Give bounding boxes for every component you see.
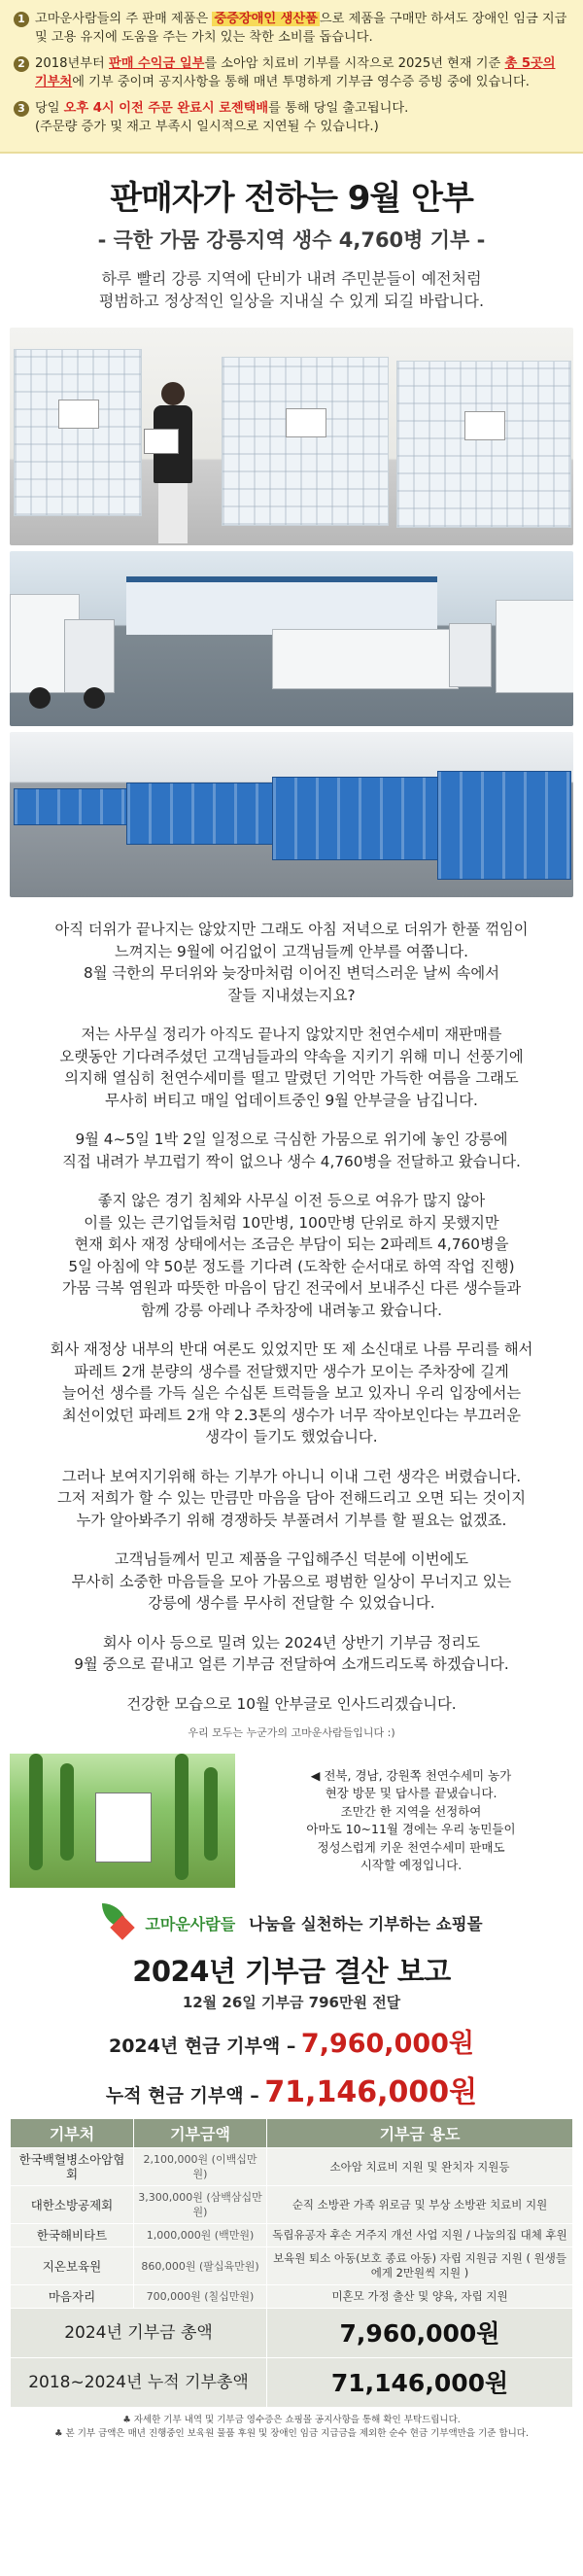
table-row: 한국해비타트 1,000,000원 (백만원) 독립유공자 후손 거주지 개선 사업 지원 / 나눔의집 대체 후원	[11, 2224, 573, 2247]
body-paragraph-5: 회사 재정상 내부의 반대 여론도 있었지만 또 제 소신대로 나름 무리를 해서 파레트 2개 분량의 생수를 전달했지만 생수가 모이는 주차장에 길게 늘어선 생수를 가득 실은 수십톤 트럭들을 보고 있자니 우리 입장에서는 최선이었던 파레트 2개 약 2.3톤의 생수가 너무 작아보인다는 부끄러운 생각이 들기도 했었습니다.	[50, 1340, 533, 1445]
table-row: 지온보육원 860,000원 (팔십육만원) 보육원 퇴소 아동(보호 종료 아동) 자립 지원금 지원 ( 원생들에게 2만원씩 지원 )	[11, 2247, 573, 2285]
table-header-row: 기부처 기부금액 기부금 용도	[11, 2119, 573, 2148]
farm-text: ◀ 전북, 경남, 강원쪽 천연수세미 농가 현장 방문 및 답사를 끝냈습니다. 조만간 한 지역을 선정하여 아마도 10~11월 경에는 우리 농민들이 정성스럽게 키운 천연수세미 판매도 시작할 예정입니다.	[306, 1767, 516, 1872]
brand-logo: 고마운사람들	[100, 1901, 235, 1944]
body-paragraph-8: 회사 이사 등으로 밀려 있는 2024년 상반기 기부금 정리도 9월 중으로 끝내고 얼른 기부금 전달하여 소개드리도록 하겠습니다.	[74, 1633, 509, 1673]
intro-text: 하루 빨리 강릉 지역에 단비가 내려 주민분들이 예전처럼 평범하고 정상적인 일상을 지내실 수 있게 되길 바랍니다.	[98, 269, 485, 310]
body-paragraph-2: 저는 사무실 정리가 아직도 끝나지 않았지만 천연수세미 재판매를 오랫동안 기다려주셨던 고객님들과의 약속을 지키기 위해 미니 선풍기에 의지해 열심히 천연수세미를 떨고 말렸던 기억만 가득한 여름을 그래도 무사히 버티고 매일 업데이트중인 9월 안부글을 남깁니다.	[59, 1026, 524, 1109]
table-row: 대한소방공제회 3,300,000원 (삼백삼십만원) 순직 소방관 가족 위로금 및 부상 소방관 치료비 지원	[11, 2186, 573, 2224]
number-badge: 3	[14, 101, 29, 117]
page-subtitle: - 극한 가뭄 강릉지역 생수 4,760병 기부 -	[97, 228, 486, 252]
notice-item-2: 2 2018년부터 판매 수익금 일부를 소아암 치료비 기부를 시작으로 2025년 현재 기준 총 5곳의 기부처에 기부 중이며 공지사항을 통해 매년 투명하게 기부금 영수증 증빙 중에 있습니다.	[14, 54, 569, 91]
body-paragraph-7: 고객님들께서 믿고 제품을 구입해주신 덕분에 이번에도 무사히 소중한 마음들을 모아 가뭄으로 평범한 일상이 무너지고 있는 강릉에 생수를 무사히 전달할 수 있었습니다.	[71, 1550, 512, 1612]
water-pallet	[222, 357, 389, 526]
total-cumulative-row: 2018~2024년 누적 기부총액 71,146,000원	[11, 2358, 573, 2408]
notice-box	[0, 0, 583, 154]
held-card	[95, 1793, 152, 1862]
total-2024-row: 2024년 기부금 총액 7,960,000원	[11, 2309, 573, 2358]
farm-section	[10, 1754, 573, 1888]
water-pallet	[396, 361, 571, 528]
signature: 우리 모두는 누군가의 고마운사람들입니다 :)	[188, 1726, 395, 1739]
table-row: 마음자리 700,000원 (칠십만원) 미혼모 가정 출산 및 양육, 자립 지원	[11, 2285, 573, 2309]
report-title: 2024년 기부금 결산 보고	[132, 1955, 451, 1988]
body-paragraph-4: 좋지 않은 경기 침체와 사무실 이전 등으로 여유가 많지 않아 이를 있는 큰기업들처럼 10만병, 100만병 단위로 하지 못했지만 현재 회사 재정 상태에서는 조금은 부담이 되는 2파레트 4,760병을 5일 아침에 약 50분 정도를 기다려 (도착한 순서대로 하역 작업 진행) 가뭄 극복 염원과 따뜻한 마음이 담긴 전국에서 보내주신 다른 생수들과 함께 강릉 아레나 주차장에 내려놓고 왔습니다.	[61, 1192, 522, 1319]
body-paragraph-1: 아직 더위가 끝나지는 않았지만 그래도 아침 저녁으로 더위가 한풀 꺾임이 느껴지는 9월에 어김없이 고객님들께 안부를 여쭙니다. 8월 극한의 무더위와 늦장마처럼 이어진 변덕스러운 날씨 속에서 잘들 지내셨는지요?	[54, 921, 529, 1004]
cash-donation-line: 2024년 현금 기부액 – 7,960,000원	[108, 2029, 475, 2059]
page-title: 판매자가 전하는 9월 안부	[110, 179, 473, 218]
body-paragraph-9: 건강한 모습으로 10월 안부글로 인사드리겠습니다.	[126, 1694, 457, 1713]
person-figure	[154, 382, 192, 543]
heart-leaf-icon	[100, 1901, 143, 1944]
photo-trucks-arena	[10, 551, 573, 726]
notice-item-1: 1 고마운사람들의 주 판매 제품은 중증장애인 생산품 으로 제품을 구매만 하셔도 장애인 임금 지급 및 고용 유지에 도움을 주는 가치 있는 착한 소비를 돕습니다.	[14, 10, 569, 47]
body-paragraph-3: 9월 4~5일 1박 2일 일정으로 극심한 가뭄으로 위기에 놓인 강릉에 직접 내려가 부끄럽기 짝이 없으나 생수 4,760병을 전달하고 왔습니다.	[62, 1131, 521, 1170]
number-badge: 2	[14, 56, 29, 72]
cumulative-donation-line: 누적 현금 기부액 – 71,146,000원	[105, 2075, 478, 2109]
report-logo-row	[0, 1901, 583, 1944]
photo-blue-drums	[10, 732, 573, 897]
donation-table	[10, 2118, 573, 2408]
report-subtitle: 12월 26일 기부금 796만원 전달	[182, 1994, 401, 2011]
arena-building	[126, 576, 437, 635]
notice-item-3: 3 당일 오후 4시 이전 주문 완료시 로젠택배를 통해 당일 출고됩니다. (주문량 증가 및 재고 부족시 일시적으로 지연될 수 있습니다.)	[14, 99, 569, 136]
slogan: 나눔을 실천하는 기부하는 쇼핑몰	[249, 1915, 483, 1933]
photo-water-pallets	[10, 328, 573, 545]
footnote: ♣ 자세한 기부 내역 및 기부금 영수증은 쇼핑몰 공지사항을 통해 확인 부탁드립니다. ♣ 본 기부 금액은 매년 진행중인 보육원 물품 후원 및 장애인 임금 지급금을 제외한 순수 현금 기부액만을 기준 합니다.	[53, 2415, 530, 2439]
photo-luffa-farm	[10, 1754, 235, 1888]
body-paragraph-6: 그러나 보여지기위해 하는 기부가 아니니 이내 그런 생각은 버렸습니다. 그저 저희가 할 수 있는 만큼만 마음을 담아 전해드리고 오면 되는 것이지 누가 알아봐주기 위해 경쟁하듯 부풀려서 기부를 할 필요는 없겠죠.	[56, 1467, 526, 1529]
water-pallet	[14, 349, 142, 516]
table-row: 한국백혈병소아암협회 2,100,000원 (이백십만원) 소아암 치료비 지원 및 완치자 지원등	[11, 2148, 573, 2186]
number-badge: 1	[14, 12, 29, 27]
